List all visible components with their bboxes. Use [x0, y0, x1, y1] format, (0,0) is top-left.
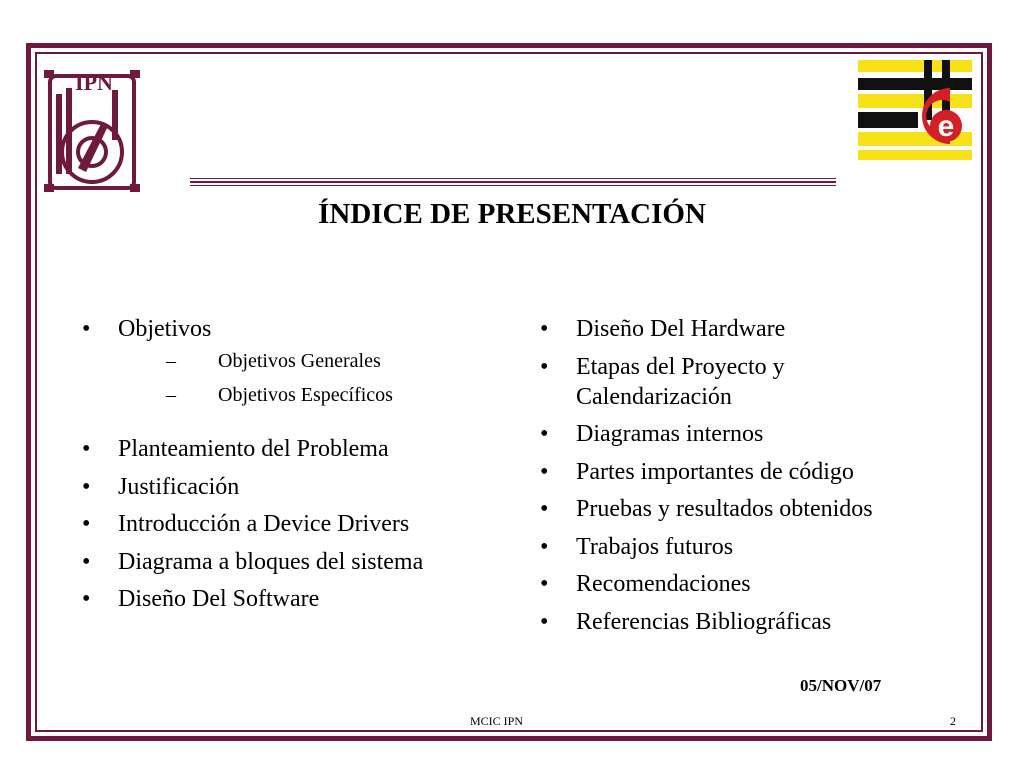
- list-item-label: Partes importantes de código: [576, 458, 854, 485]
- dash-icon: –: [166, 350, 176, 372]
- list-item-label: Planteamiento del Problema: [118, 436, 389, 462]
- bullet-icon: •: [540, 316, 549, 342]
- list-item: [540, 457, 960, 487]
- list-item: [540, 352, 960, 412]
- list-item-label: Etapas del Proyecto y Calendarización: [576, 353, 785, 410]
- bullet-icon: •: [82, 316, 91, 342]
- list-item: [540, 314, 960, 344]
- bullet-icon: •: [540, 608, 549, 635]
- list-item-label: Introducción a Device Drivers: [118, 511, 410, 537]
- list-item: [540, 532, 960, 562]
- cic-logo-icon: [858, 60, 972, 162]
- right-column: [540, 314, 960, 644]
- list-item: [82, 509, 522, 539]
- bullet-icon: •: [82, 548, 91, 575]
- slide-date: 05/NOV/07: [800, 676, 882, 695]
- list-item: [82, 314, 522, 408]
- bullet-icon: •: [540, 533, 549, 560]
- title-rule-line: [190, 185, 836, 186]
- list-item: [82, 547, 522, 577]
- list-item: [540, 569, 960, 599]
- ipn-logo-icon: [42, 60, 142, 196]
- cic-logo-text: e: [937, 110, 955, 143]
- sub-list-item-label: Objetivos Generales: [218, 350, 381, 372]
- list-item-label: Diseño Del Software: [118, 586, 320, 612]
- bullet-icon: •: [540, 353, 549, 380]
- list-item-label: Recomendaciones: [576, 571, 751, 597]
- list-item-label: Diseño Del Hardware: [576, 316, 786, 342]
- dash-icon: –: [166, 384, 176, 406]
- sub-list: [118, 348, 522, 408]
- title-rule-line: [190, 181, 836, 183]
- list-item-label: Referencias Bibliográficas: [576, 608, 832, 635]
- bullet-icon: •: [540, 458, 549, 485]
- sub-list-item: [118, 382, 522, 408]
- list-item-label: Diagrama a bloques del sistema: [118, 548, 424, 575]
- sub-list-item: [118, 348, 522, 374]
- sub-list-item-label: Objetivos Específicos: [218, 384, 393, 406]
- list-item-label: Trabajos futuros: [576, 533, 734, 560]
- bullet-icon: •: [82, 511, 91, 537]
- list-item-label: Objetivos: [118, 316, 212, 342]
- list-item: [540, 607, 960, 637]
- bullet-icon: •: [540, 571, 549, 597]
- bullet-icon: •: [82, 473, 91, 500]
- left-column: [82, 314, 522, 622]
- slide-title: ÍNDICE DE PRESENTACIÓN: [318, 198, 706, 230]
- bullet-icon: •: [540, 496, 549, 522]
- list-item: [540, 494, 960, 524]
- list-spacer: [82, 416, 522, 434]
- footer-text: MCIC IPN: [470, 714, 524, 728]
- list-item: [82, 584, 522, 614]
- bullet-icon: •: [82, 436, 91, 462]
- list-item: [540, 419, 960, 449]
- bullet-icon: •: [540, 421, 549, 447]
- page-number: 2: [950, 714, 956, 728]
- list-item-label: Justificación: [118, 473, 240, 500]
- ipn-logo-text: IPN: [75, 70, 113, 95]
- list-item-label: Diagramas internos: [576, 421, 764, 447]
- list-item: [82, 472, 522, 502]
- list-item-label: Pruebas y resultados obtenidos: [576, 496, 873, 522]
- title-rule-line: [190, 178, 836, 179]
- list-item: [82, 434, 522, 464]
- bullet-icon: •: [82, 586, 91, 612]
